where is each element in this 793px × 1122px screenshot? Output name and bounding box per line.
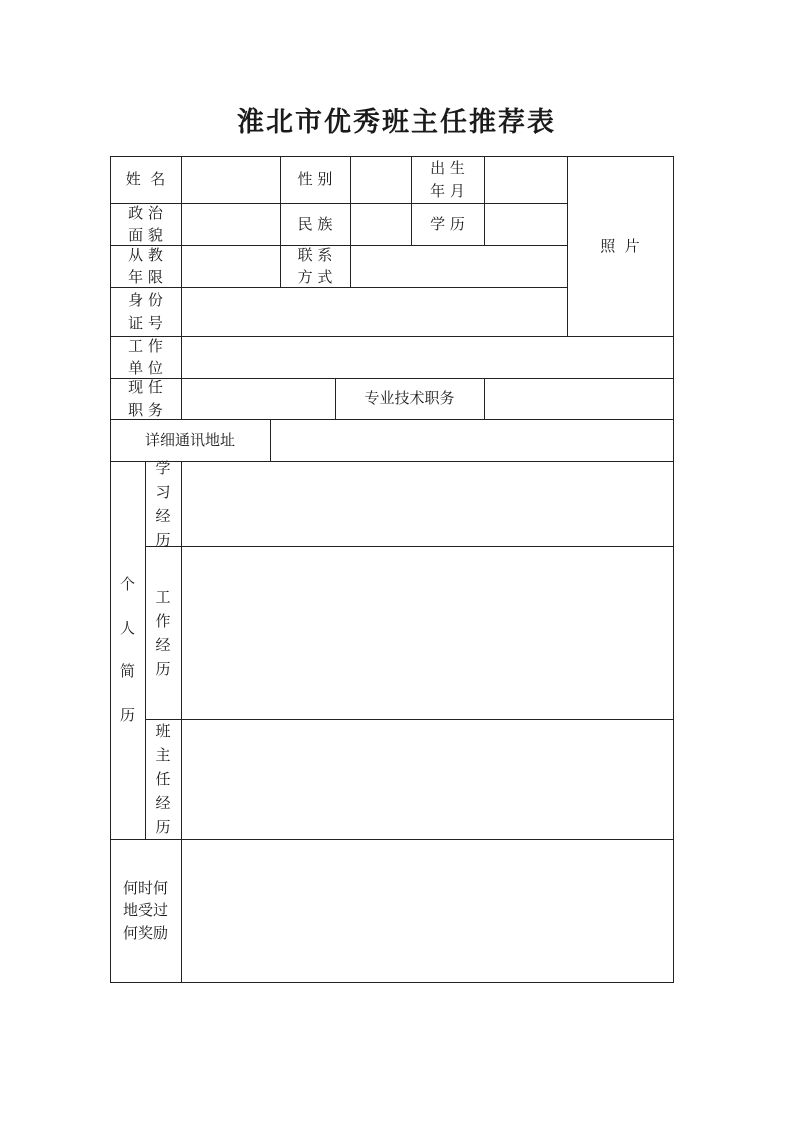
birth-date-field[interactable] [485, 157, 567, 203]
head-teacher-history-label [145, 719, 181, 839]
work-history-field[interactable] [182, 547, 673, 719]
id-number-field[interactable] [182, 288, 567, 336]
study-history-field[interactable] [182, 462, 673, 546]
work-history-label-text: 工作经历 [155, 587, 171, 678]
head-teacher-history-label-text: 班主任经历 [155, 722, 171, 836]
teaching-years-field[interactable] [182, 246, 280, 287]
ethnicity-label: 民 族 [297, 214, 333, 233]
id-number-label: 身 份 证 号 [128, 291, 163, 332]
ethnicity-field[interactable] [351, 204, 411, 245]
study-history-label [145, 458, 181, 549]
address-label: 详细通讯地址 [144, 430, 235, 449]
gender-field[interactable] [351, 157, 411, 203]
work-unit-field[interactable] [182, 337, 673, 378]
education-label: 学 历 [430, 214, 465, 233]
current-position-label: 现 任 职 务 [128, 378, 163, 419]
form-title: 淮北市优秀班主任推荐表 [237, 107, 556, 138]
awards-field[interactable] [182, 840, 673, 982]
work-history-label [145, 546, 181, 719]
education-field[interactable] [485, 204, 567, 245]
awards-label: 何时何 地受过 何奖励 [122, 878, 168, 942]
name-field[interactable] [182, 157, 280, 203]
contact-label: 联 系 方 式 [297, 245, 333, 286]
table-border-right [673, 156, 674, 982]
teaching-years-label: 从 教 年 限 [128, 245, 163, 286]
address-field[interactable] [271, 420, 673, 461]
professional-title-field[interactable] [485, 379, 673, 419]
table-border-bottom [110, 982, 674, 983]
resume-label [110, 461, 145, 839]
work-unit-label: 工 作 单 位 [128, 336, 163, 377]
photo-label: 照 片 [600, 236, 640, 255]
name-label: 姓 名 [125, 170, 166, 189]
resume-label-text: 个人简历 [119, 575, 135, 724]
head-teacher-history-field[interactable] [182, 720, 673, 839]
professional-title-label: 专业技术职务 [364, 389, 455, 408]
gender-label: 性 别 [297, 170, 333, 189]
birth-date-label: 出 生 年 月 [430, 159, 465, 200]
political-status-field[interactable] [182, 204, 280, 245]
current-position-field[interactable] [182, 379, 335, 419]
study-history-label-text: 学习经历 [155, 458, 171, 549]
political-status-label: 政 治 面 貌 [128, 203, 163, 244]
contact-field[interactable] [351, 246, 567, 287]
